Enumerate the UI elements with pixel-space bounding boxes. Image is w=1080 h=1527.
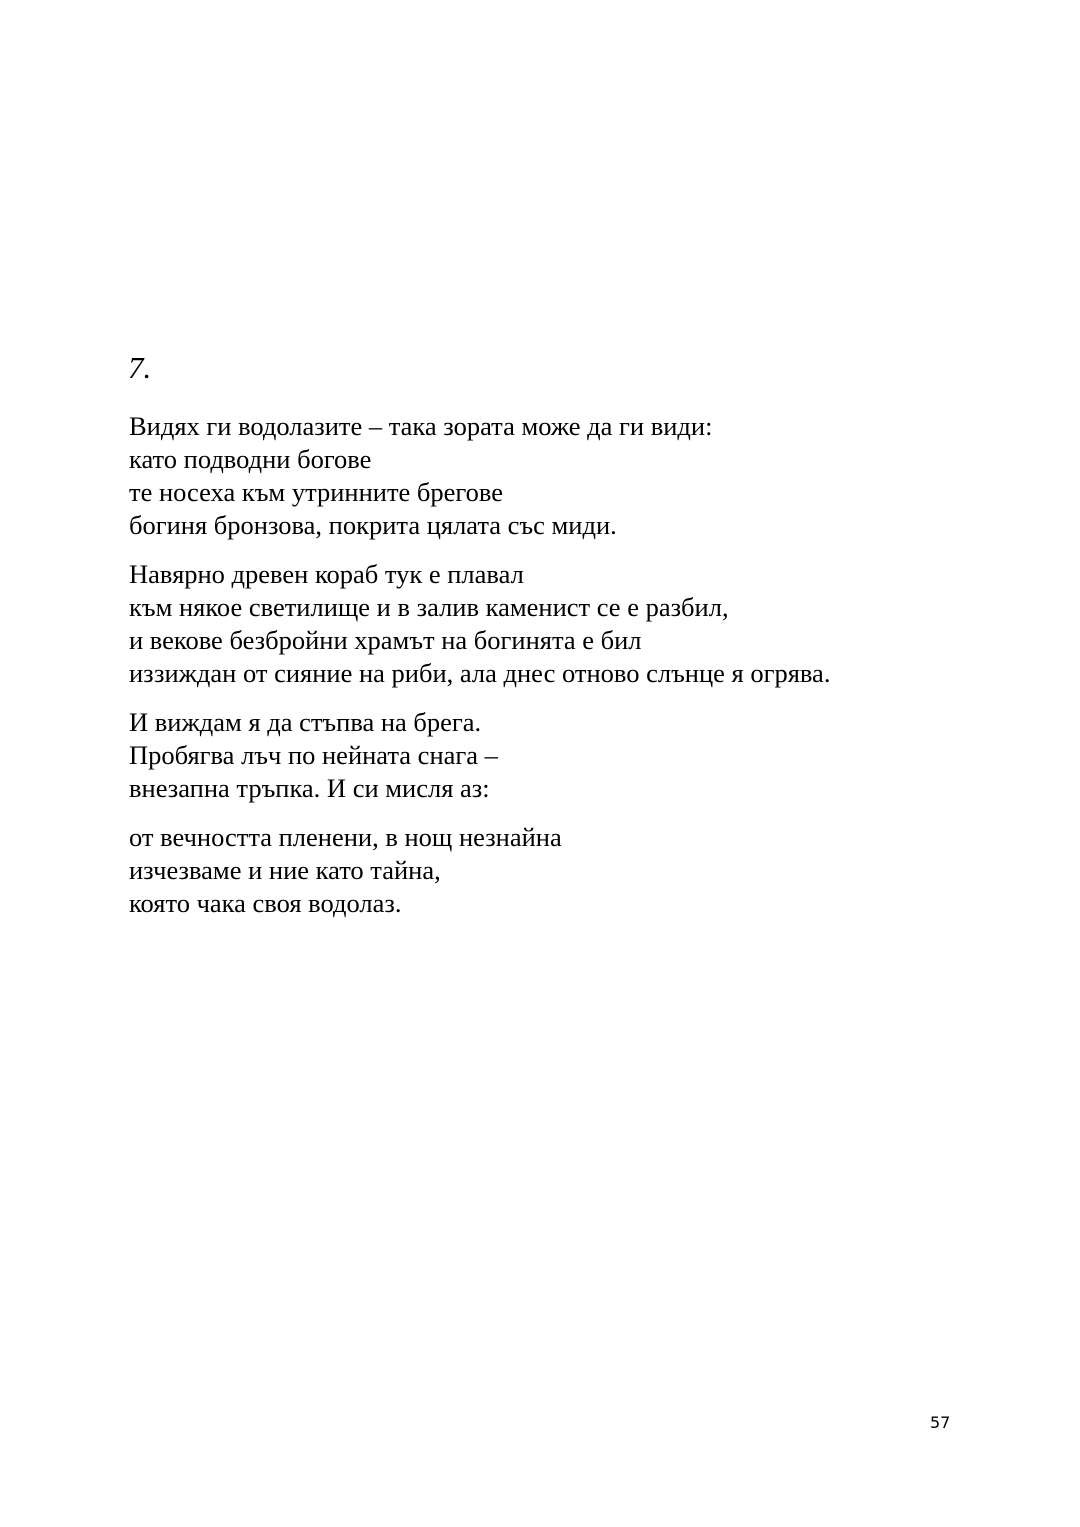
poem-number: 7. — [128, 350, 152, 385]
poem-line: внезапна тръпка. И си мисля аз: — [129, 773, 490, 803]
poem-line: Пробягва лъч по нейната снага – — [129, 740, 498, 770]
poem-line: изчезваме и ние като тайна, — [129, 855, 441, 885]
stanza-3 — [129, 706, 1029, 805]
poem-line: те носеха към утринните брегове — [129, 477, 503, 507]
poem-line: иззиждан от сияние на риби, ала днес отново слънце я огрява. — [129, 658, 831, 688]
poem-line: от вечността пленени, в нощ незнайна — [129, 822, 562, 852]
poem-line: Видях ги водолазите – така зората може да ги види: — [129, 411, 713, 441]
stanza-2 — [129, 558, 1029, 690]
poem-line: Навярно древен кораб тук е плавал — [129, 559, 524, 589]
poem-line: като подводни богове — [129, 444, 372, 474]
poem-line: И виждам я да стъпва на брега. — [129, 707, 482, 737]
stanza-4 — [129, 821, 1029, 920]
poem-line: и векове безбройни храмът на богинята е бил — [129, 625, 642, 655]
poem-body — [129, 410, 1029, 936]
page-number: 57 — [930, 1413, 951, 1432]
poem-line: която чака своя водолаз. — [129, 888, 402, 918]
poem-line: към някое светилище и в залив каменист се е разбил, — [129, 592, 729, 622]
poem-line: богиня бронзова, покрита цялата със миди. — [129, 510, 617, 540]
stanza-1 — [129, 410, 1029, 542]
